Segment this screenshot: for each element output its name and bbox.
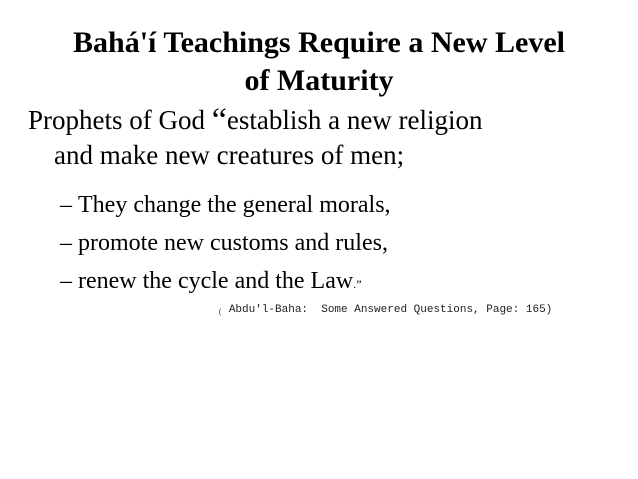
bullet-item (60, 186, 391, 224)
bullet-text: They change the general morals, (78, 192, 391, 218)
citation (218, 304, 552, 317)
slide-title (20, 24, 618, 100)
bullet-item (60, 262, 391, 300)
bullet-list (60, 186, 391, 300)
citation-text: Abdu'l-Baha: Some Answered Questions, Page: 165) (228, 304, 553, 316)
intro-text-part2: establish a new religion (226, 105, 483, 135)
bullet-dash: – (60, 230, 72, 256)
slide-title-line2: of Maturity (244, 64, 394, 97)
open-quote-mark: “ (211, 102, 227, 139)
citation-paren: ( (218, 309, 223, 317)
bullet-item (60, 224, 391, 262)
intro-text-line2: and make new creatures of men; (54, 140, 405, 170)
bullet-dash: – (60, 192, 72, 218)
intro-text-part1: Prophets of God (28, 105, 212, 135)
closing-quote-mark: .” (353, 277, 362, 291)
bullet-text: promote new customs and rules, (78, 230, 388, 256)
intro-paragraph (28, 103, 483, 172)
slide-title-line1: Bahá'í Teachings Require a New Level (73, 26, 565, 59)
bullet-text: renew the cycle and the Law (78, 268, 354, 294)
bullet-dash: – (60, 268, 72, 294)
